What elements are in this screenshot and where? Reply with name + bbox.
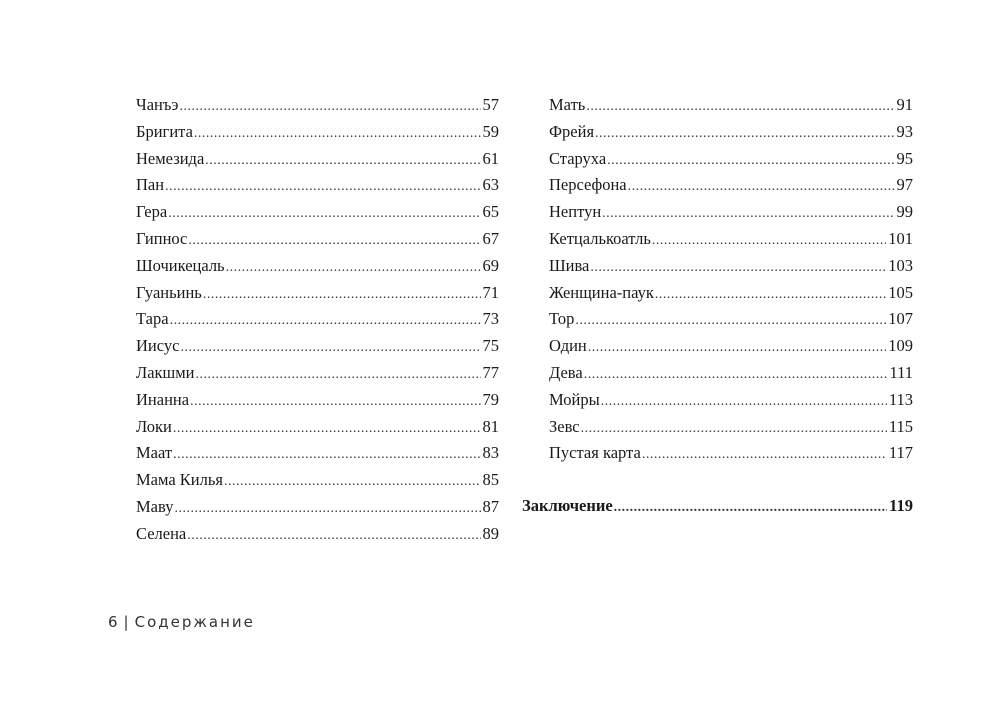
toc-leader-dots (224, 469, 481, 496)
toc-entry-label: Мама Килья (136, 470, 223, 490)
toc-entry-label: Бригита (136, 121, 193, 141)
toc-entry-page: 79 (482, 389, 499, 409)
toc-entry-page: 89 (482, 523, 499, 543)
toc-entry-page: 111 (889, 362, 913, 382)
toc-entry-page: 87 (482, 496, 499, 516)
toc-leader-dots (187, 523, 480, 550)
toc-entry-page: 101 (888, 228, 913, 248)
toc-entry[interactable] (549, 172, 913, 199)
toc-entry[interactable] (136, 199, 499, 226)
toc-leader-dots (595, 121, 894, 148)
toc-leader-dots (205, 148, 480, 175)
toc-entry-label: Старуха (549, 148, 607, 168)
toc-entry-label: Мать (549, 95, 586, 114)
toc-leader-dots (168, 201, 480, 228)
toc-entry-label: Кетцалькоатль (549, 228, 651, 248)
toc-leader-dots (655, 282, 886, 309)
toc-entry[interactable] (549, 199, 913, 226)
page-number: 6 (108, 613, 120, 631)
toc-leader-dots (601, 389, 887, 416)
toc-entry-label: Один (549, 336, 587, 356)
toc-entry[interactable] (136, 280, 499, 307)
toc-entry-page: 73 (482, 309, 499, 329)
toc-entry-page: 113 (888, 389, 913, 409)
toc-entry-label: Гипнос (136, 228, 188, 248)
toc-entry[interactable] (136, 414, 499, 441)
toc-leader-dots (586, 94, 894, 121)
toc-leader-dots (575, 308, 886, 335)
toc-entry[interactable] (549, 92, 913, 119)
toc-entry[interactable] (549, 333, 913, 360)
toc-entry-page: 63 (482, 175, 499, 195)
toc-entry[interactable] (549, 280, 913, 307)
toc-entry-label: Инанна (136, 389, 190, 409)
toc-entry-page: 57 (482, 95, 499, 114)
toc-leader-dots (652, 228, 886, 255)
toc-entry-page: 85 (482, 470, 499, 490)
toc-entry-page: 95 (896, 148, 913, 168)
toc-entry-page: 97 (896, 175, 913, 195)
toc-entry[interactable] (136, 172, 499, 199)
toc-leader-dots (614, 495, 887, 522)
toc-entry-label: Иисус (136, 336, 180, 356)
toc-entry-label: Пан (136, 175, 165, 195)
toc-leader-dots (602, 201, 894, 228)
toc-entry-page: 119 (889, 496, 913, 515)
toc-entry-page: 69 (482, 255, 499, 275)
toc-entry-page: 99 (896, 202, 913, 222)
toc-entry-label: Пустая карта (549, 443, 641, 463)
toc-entry[interactable] (549, 119, 913, 146)
toc-entry-page: 105 (888, 282, 913, 302)
toc-entry-page: 77 (482, 362, 499, 382)
toc-entry-label: Лакшми (136, 362, 195, 382)
toc-conclusion-entry[interactable] (522, 493, 913, 520)
page-footer (108, 613, 255, 631)
toc-leader-dots (170, 308, 481, 335)
toc-entry-label: Маат (136, 443, 173, 463)
toc-entry-label: Мойры (549, 389, 600, 409)
toc-entry[interactable] (136, 494, 499, 521)
toc-leader-dots (628, 174, 895, 201)
toc-leader-dots (226, 255, 481, 282)
toc-leader-dots (173, 416, 481, 443)
toc-entry-label: Зевс (549, 416, 580, 436)
toc-leader-dots (194, 121, 481, 148)
toc-entry[interactable] (549, 226, 913, 253)
toc-entry[interactable] (549, 387, 913, 414)
toc-entry-label: Нептун (549, 202, 602, 222)
toc-entry[interactable] (136, 387, 499, 414)
toc-entry-label: Маву (136, 496, 174, 516)
toc-entry-label: Шива (549, 255, 590, 275)
toc-entry-page: 65 (482, 202, 499, 222)
toc-entry-label: Немезида (136, 148, 205, 168)
toc-entry-page: 61 (482, 148, 499, 168)
toc-entry[interactable] (549, 440, 913, 467)
toc-entry-label: Женщина-паук (549, 282, 654, 302)
toc-entry-page: 59 (482, 121, 499, 141)
toc-entry[interactable] (136, 119, 499, 146)
toc-entry[interactable] (549, 360, 913, 387)
toc-left-column (136, 92, 499, 548)
toc-entry-page: 91 (896, 95, 913, 114)
toc-entry[interactable] (549, 414, 913, 441)
toc-entry[interactable] (136, 146, 499, 173)
toc-entry[interactable] (136, 253, 499, 280)
toc-entry-label: Гера (136, 202, 168, 222)
toc-entry[interactable] (136, 440, 499, 467)
toc-entry-page: 103 (888, 255, 913, 275)
toc-entry-page: 93 (896, 121, 913, 141)
toc-entry[interactable] (549, 146, 913, 173)
toc-entry-page: 107 (888, 309, 913, 329)
toc-leader-dots (188, 228, 480, 255)
toc-entry-label: Локи (136, 416, 172, 436)
toc-entry[interactable] (136, 226, 499, 253)
toc-leader-dots (196, 362, 481, 389)
toc-entry[interactable] (136, 521, 499, 548)
toc-entry-page: 109 (888, 336, 913, 356)
toc-entry-label: Фрейя (549, 121, 595, 141)
toc-entry-page: 67 (482, 228, 499, 248)
toc-entry-label: Шочикецаль (136, 255, 225, 275)
toc-entry-label: Заключение (522, 496, 613, 515)
toc-entry-page: 117 (888, 443, 913, 463)
toc-leader-dots (584, 362, 888, 389)
toc-leader-dots (165, 174, 480, 201)
toc-entry[interactable] (549, 253, 913, 280)
toc-leader-dots (174, 496, 480, 523)
toc-leader-dots (180, 335, 480, 362)
toc-right-column (549, 92, 913, 467)
toc-leader-dots (190, 389, 480, 416)
toc-entry[interactable] (136, 333, 499, 360)
toc-entry-page: 83 (482, 443, 499, 463)
toc-leader-dots (588, 335, 886, 362)
toc-entry-label: Тор (549, 309, 575, 329)
toc-entry[interactable] (136, 92, 499, 119)
toc-leader-dots (590, 255, 886, 282)
toc-entry-label: Персефона (549, 175, 627, 195)
toc-entry-label: Тара (136, 309, 169, 329)
toc-entry-page: 115 (888, 416, 913, 436)
toc-leader-dots (173, 442, 480, 469)
toc-entry-page: 71 (482, 282, 499, 302)
toc-leader-dots (203, 282, 481, 309)
section-title: Содержание (134, 613, 255, 631)
toc-entry[interactable] (136, 360, 499, 387)
toc-leader-dots (581, 416, 887, 443)
toc-entry-page: 75 (482, 336, 499, 356)
toc-entry[interactable] (136, 467, 499, 494)
toc-entry-label: Чанъэ (136, 95, 179, 114)
toc-entry[interactable] (549, 306, 913, 333)
toc-entry-label: Селена (136, 523, 187, 543)
toc-leader-dots (607, 148, 894, 175)
toc-leader-dots (642, 442, 887, 469)
toc-entry-label: Гуаньинь (136, 282, 202, 302)
toc-entry-label: Дева (549, 362, 583, 382)
toc-entry-page: 81 (482, 416, 499, 436)
toc-leader-dots (180, 94, 481, 121)
toc-entry[interactable] (136, 306, 499, 333)
footer-separator: | (123, 613, 129, 631)
